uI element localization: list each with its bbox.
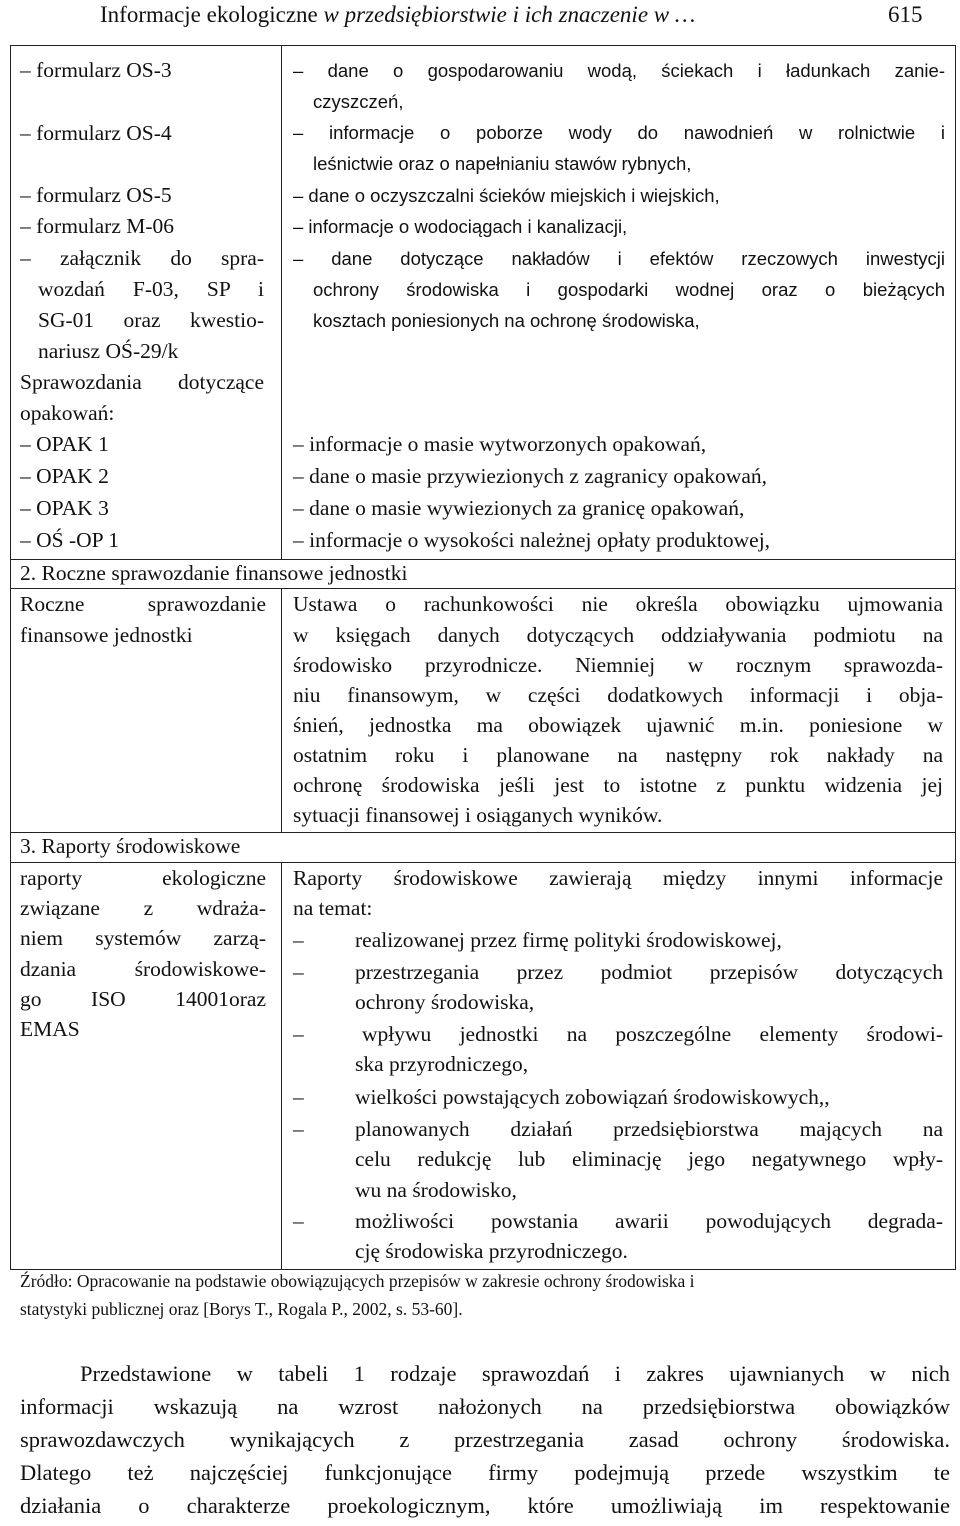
opak1-desc: – informacje o masie wytworzonych opakowań, [293, 432, 707, 456]
row-divider-3b [10, 862, 956, 863]
section2-text-line3: środowisko przyrodnicze. Niemniej w rocznym sprawozda- [293, 653, 943, 677]
section2-heading: 2. Roczne sprawozdanie finansowe jednostki [20, 561, 408, 585]
item-compliance-line1: przestrzegania przez podmiot przepisów dotyczących [355, 960, 943, 984]
os5-desc: – dane o oczyszczalni ścieków miejskich i wiejskich, [293, 185, 720, 206]
packaging-label-line1: Sprawozdania dotyczące [20, 370, 264, 394]
paragraph-line4: Dlatego też najczęściej funkcjonujące firmy podejmują przede wszystkim te [20, 1460, 950, 1485]
item-planned-line3: wu na środowisko, [355, 1178, 517, 1202]
item-planned-line1: planowanych działań przedsiębiorstwa mających na [355, 1117, 943, 1141]
paragraph-line2: informacji wskazują na wzrost nałożonych na przedsiębiorstwa obowiązków [20, 1394, 950, 1419]
section3-intro-line2: na temat: [293, 896, 373, 920]
section3-left-line4: dzania środowiskowe- [20, 957, 266, 981]
section2-text-line8: sytuacji finansowej i osiąganych wyników. [293, 803, 663, 827]
row-divider-3 [10, 832, 956, 833]
item-planned-line2: celu redukcję lub eliminację jego negatywnego wpły- [355, 1147, 943, 1171]
section2-text-line6: ostatnim roku i planowane na następny rok nakłady na [293, 743, 943, 767]
os3-desc-line1: – dane o gospodarowaniu wodą, ściekach i ładunkach zanie- [293, 60, 945, 81]
running-header [100, 2, 695, 28]
item-impact-line1: wpływu jednostki na poszczególne elementy środowi- [362, 1022, 943, 1046]
row-divider-2b [10, 588, 956, 589]
opak2: – OPAK 2 [20, 464, 109, 488]
bullet-dash-2: – [293, 960, 304, 984]
section2-left-line1: Roczne sprawozdanie [20, 592, 266, 616]
item-failure-line1: możliwości powstania awarii powodujących degrada- [355, 1209, 943, 1233]
attachment-line2: wozdań F-03, SP i [38, 277, 264, 301]
opak1: – OPAK 1 [20, 432, 109, 456]
item-compliance-line2: ochrony środowiska, [355, 990, 535, 1014]
os3-desc-line2: czyszczeń, [313, 91, 404, 112]
form-m06: – formularz M-06 [20, 214, 175, 238]
source-label: Źródło: [20, 1271, 73, 1291]
form-os4: – formularz OS-4 [20, 121, 172, 145]
attachment-line3: SG-01 oraz kwestio- [38, 308, 264, 332]
attachment-desc-line2: ochrony środowiska i gospodarki wodnej oraz o bieżących [313, 279, 945, 300]
os-op1-desc: – informacje o wysokości należnej opłaty produktowej, [293, 528, 771, 552]
opak2-desc: – dane o masie przywiezionych z zagranicy opakowań, [293, 464, 767, 488]
section2-text-line7: ochronę środowiska jeśli jest to istotne z punktu widzenia jej [293, 773, 943, 797]
item-failure-line2: cję środowiska przyrodniczego. [355, 1239, 628, 1263]
attachment-line4: nariusz OŚ-29/k [38, 339, 179, 363]
item-policy: realizowanej przez firmę polityki środowiskowej, [355, 928, 782, 952]
table-right-border [955, 45, 956, 1269]
source-note-line1 [20, 1271, 695, 1292]
attachment-line1: – załącznik do spra- [20, 246, 264, 270]
paragraph-line1: Przedstawione w tabeli 1 rodzaje sprawozdań i zakres ujawnianych w nich [80, 1361, 950, 1386]
os-op1: – OŚ -OP 1 [20, 528, 119, 552]
opak3: – OPAK 3 [20, 496, 109, 520]
column-divider-3 [281, 862, 282, 1269]
table-bottom-border [10, 1269, 956, 1270]
paragraph-line3: sprawozdawczych wynikających z przestrzegania zasad ochrony środowiska. [20, 1427, 950, 1452]
packaging-label-line2: opakowań: [20, 401, 115, 425]
section3-left-line6: EMAS [20, 1017, 80, 1041]
section2-text-line5: śnień, jednostka ma obowiązek ujawnić m.in. poniesione w [293, 713, 943, 737]
m06-desc: – informacje o wodociągach i kanalizacji, [293, 216, 628, 237]
source-note-line2: statystyki publicznej oraz [Borys T., Rogala P., 2002, s. 53-60]. [20, 1299, 463, 1319]
opak3-desc: – dane o masie wywiezionych za granicę opakowań, [293, 496, 745, 520]
bullet-dash-3: – [293, 1022, 304, 1046]
section3-intro-line1: Raporty środowiskowe zawierają między innymi informacje [293, 866, 943, 890]
column-divider-2 [281, 588, 282, 832]
bullet-dash-5: – [293, 1117, 304, 1141]
section3-left-line2: związane z wdraża- [20, 896, 266, 920]
attachment-desc-line1: – dane dotyczące nakładów i efektów rzeczowych inwestycji [293, 248, 945, 269]
item-liabilities: wielkości powstających zobowiązań środowiskowych,, [355, 1085, 830, 1109]
section2-text-line2: w księgach danych dotyczących oddziaływania podmiotu na [293, 623, 943, 647]
attachment-desc-line3: kosztach poniesionych na ochronę środowiska, [313, 310, 700, 331]
table-left-border [10, 45, 11, 1269]
bullet-dash-6: – [293, 1209, 304, 1233]
os4-desc-line1: – informacje o poborze wody do nawodnień w rolnictwie i [293, 122, 945, 143]
column-divider-1 [281, 45, 282, 559]
section3-left-line1: raporty ekologiczne [20, 866, 266, 890]
section2-text-line4: niu finansowym, w części dodatkowych informacji i obja- [293, 683, 943, 707]
os4-desc-line2: leśnictwie oraz o napełnianiu stawów rybnych, [313, 153, 692, 174]
table-top-border [10, 45, 956, 46]
paragraph-line5: działania o charakterze proekologicznym, które umożliwiają im respektowanie [20, 1493, 950, 1518]
header-title-regular: Informacje ekologiczne [100, 2, 324, 27]
header-title-italic: w przedsiębiorstwie i ich znaczenie w … [323, 2, 696, 27]
source-text: Opracowanie na podstawie obowiązujących przepisów w zakresie ochrony środowiska i [72, 1271, 695, 1291]
bullet-dash-4: – [293, 1085, 304, 1109]
section2-left-line2: finansowe jednostki [20, 623, 193, 647]
section3-left-line5: go ISO 14001oraz [20, 987, 266, 1011]
section3-heading: 3. Raporty środowiskowe [20, 834, 241, 858]
form-os3: – formularz OS-3 [20, 58, 172, 82]
section3-left-line3: niem systemów zarzą- [20, 926, 266, 950]
form-os5: – formularz OS-5 [20, 183, 172, 207]
bullet-dash-1: – [293, 928, 304, 952]
item-impact-line2: ska przyrodniczego, [355, 1052, 529, 1076]
section2-text-line1: Ustawa o rachunkowości nie określa obowiązku ujmowania [293, 592, 943, 616]
row-divider-2 [10, 559, 956, 560]
page-number: 615 [888, 2, 923, 27]
